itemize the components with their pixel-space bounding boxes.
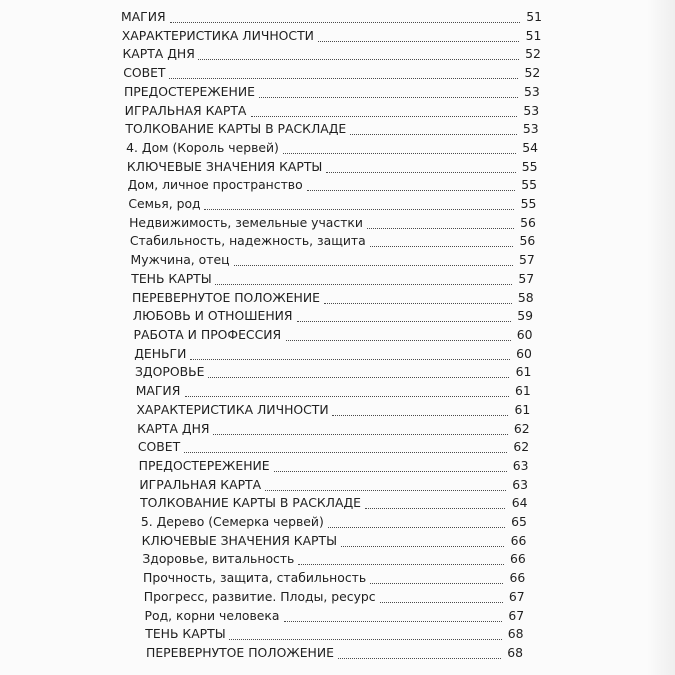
toc-entry-page-number: 58 xyxy=(517,289,534,305)
toc-entry-title: ХАРАКТЕРИСТИКА ЛИЧНОСТИ xyxy=(136,401,329,417)
toc-entry-title: ХАРАКТЕРИСТИКА ЛИЧНОСТИ xyxy=(121,27,314,43)
toc-entry-page-number: 53 xyxy=(523,83,540,99)
toc-entry-page-number: 55 xyxy=(521,158,538,174)
toc-entry-title: ПРЕДОСТЕРЕЖЕНИЕ xyxy=(123,83,255,99)
toc-entry-page-number: 60 xyxy=(516,345,532,361)
toc-entry xyxy=(0,325,675,345)
toc-entry-title: Стабильность, надежность, защита xyxy=(129,233,366,249)
toc-entry-title: СОВЕТ xyxy=(123,65,166,81)
toc-entry xyxy=(0,306,675,326)
toc-entry-page-number: 55 xyxy=(520,196,537,212)
toc-entry-page-number: 57 xyxy=(518,270,535,286)
toc-dot-leader xyxy=(283,153,516,154)
toc-entry-page-number: 61 xyxy=(515,364,532,380)
toc-dot-leader xyxy=(265,490,506,491)
toc-entry-page-number: 56 xyxy=(519,233,536,249)
toc-dot-leader xyxy=(234,265,513,266)
toc-dot-leader xyxy=(215,284,512,285)
toc-dot-leader xyxy=(190,359,510,360)
toc-entry xyxy=(0,26,675,46)
toc-entry-title: Семья, род xyxy=(128,196,201,212)
toc-entry-page-number: 67 xyxy=(508,588,525,604)
toc-entry xyxy=(0,101,675,121)
toc-dot-leader xyxy=(370,583,503,584)
toc-entry-page-number: 59 xyxy=(517,308,534,324)
toc-dot-leader xyxy=(184,452,507,453)
toc-entry-title: ИГРАЛЬНАЯ КАРТА xyxy=(139,476,262,492)
toc-entry-title: РАБОТА И ПРОФЕССИЯ xyxy=(133,327,282,342)
toc-entry-title: ПРЕДОСТЕРЕЖЕНИЕ xyxy=(138,457,270,473)
toc-entry xyxy=(0,587,675,607)
toc-dot-leader xyxy=(170,22,520,23)
toc-entry-title: ДЕНЬГИ xyxy=(134,345,187,361)
toc-entry xyxy=(0,624,675,644)
toc-entry-title: МАГИЯ xyxy=(121,9,166,24)
toc-entry-page-number: 66 xyxy=(510,551,526,567)
toc-entry-title: Мужчина, отец xyxy=(130,252,230,268)
toc-entry xyxy=(0,288,675,308)
toc-entry-page-number: 62 xyxy=(513,420,530,436)
toc-dot-leader xyxy=(204,209,514,210)
toc-entry-page-number: 63 xyxy=(512,457,529,473)
toc-entry xyxy=(0,7,675,27)
toc-dot-leader xyxy=(367,228,514,229)
toc-entry xyxy=(0,138,675,158)
toc-entry-page-number: 62 xyxy=(513,439,530,455)
toc-entry-page-number: 52 xyxy=(525,46,541,62)
toc-entry-title: КЛЮЧЕВЫЕ ЗНАЧЕНИЯ КАРТЫ xyxy=(126,158,323,174)
toc-entry-title: ЗДОРОВЬЕ xyxy=(134,364,205,380)
toc-entry-title: Прогресс, развитие. Плоды, ресурс xyxy=(143,588,376,604)
toc-entry-page-number: 61 xyxy=(515,383,531,399)
toc-entry-page-number: 52 xyxy=(524,65,541,81)
toc-dot-leader xyxy=(326,172,516,173)
toc-entry-title: ТЕНЬ КАРТЫ xyxy=(131,270,212,286)
toc-dot-leader xyxy=(286,340,511,341)
toc-dot-leader xyxy=(380,602,503,603)
toc-entry xyxy=(0,269,675,289)
toc-dot-leader xyxy=(370,246,513,247)
toc-dot-leader xyxy=(324,303,512,304)
toc-entry-title: 4. Дом (Король червей) xyxy=(126,139,279,155)
toc-entry-title: ПЕРЕВЕРНУТОЕ ПОЛОЖЕНИЕ xyxy=(132,289,320,305)
toc-entry-page-number: 55 xyxy=(521,177,537,193)
toc-entry-title: Дом, личное пространство xyxy=(127,177,303,193)
toc-entry-title: СОВЕТ xyxy=(137,439,181,455)
toc-entry xyxy=(0,157,675,177)
toc-dot-leader xyxy=(341,546,505,547)
toc-entry xyxy=(0,419,675,439)
toc-entry xyxy=(0,213,675,233)
toc-dot-leader xyxy=(208,377,509,378)
toc-entry xyxy=(0,194,675,214)
toc-entry xyxy=(0,549,675,569)
toc-entry-page-number: 66 xyxy=(509,570,526,586)
toc-entry-title: КАРТА ДНЯ xyxy=(137,420,210,436)
toc-dot-leader xyxy=(350,134,516,135)
toc-entry xyxy=(0,643,675,663)
toc-entry-title: КЛЮЧЕВЫЕ ЗНАЧЕНИЯ КАРТЫ xyxy=(141,532,338,548)
toc-entry xyxy=(0,437,675,457)
toc-dot-leader xyxy=(259,97,518,98)
toc-entry-page-number: 68 xyxy=(507,645,523,660)
toc-entry xyxy=(0,381,675,401)
toc-entry-page-number: 64 xyxy=(511,495,528,511)
toc-dot-leader xyxy=(229,639,501,640)
toc-entry xyxy=(0,362,675,382)
toc-entry-title: Здоровье, витальность xyxy=(142,551,295,567)
toc-entry-title: ТЕНЬ КАРТЫ xyxy=(145,626,226,642)
toc-dot-leader xyxy=(307,190,515,191)
toc-entry-title: ТОЛКОВАНИЕ КАРТЫ В РАСКЛАДЕ xyxy=(125,121,347,137)
toc-entry-page-number: 61 xyxy=(514,401,531,417)
toc-entry xyxy=(0,568,675,588)
toc-entry xyxy=(0,175,675,195)
toc-dot-leader xyxy=(284,621,503,622)
toc-entry-page-number: 53 xyxy=(523,102,540,118)
toc-entry-page-number: 51 xyxy=(525,27,542,43)
toc-entry-page-number: 67 xyxy=(508,607,525,623)
toc-entry-title: ЛЮБОВЬ И ОТНОШЕНИЯ xyxy=(132,308,293,324)
toc-dot-leader xyxy=(251,116,518,117)
toc-entry xyxy=(0,606,675,626)
toc-entry xyxy=(0,475,675,495)
toc-entry-title: МАГИЯ xyxy=(135,383,181,399)
toc-entry xyxy=(0,119,675,139)
toc-entry xyxy=(0,63,675,83)
toc-entry-page-number: 60 xyxy=(516,327,533,342)
toc-entry-page-number: 65 xyxy=(511,514,527,530)
toc-entry-title: ИГРАЛЬНАЯ КАРТА xyxy=(124,102,247,118)
toc-entry-page-number: 56 xyxy=(520,214,536,230)
toc-entry xyxy=(0,82,675,102)
toc-dot-leader xyxy=(365,508,505,509)
toc-entry xyxy=(0,400,675,420)
toc-dot-leader xyxy=(274,471,507,472)
toc-entry-title: ТОЛКОВАНИЕ КАРТЫ В РАСКЛАДЕ xyxy=(140,495,361,511)
toc-entry-page-number: 66 xyxy=(510,532,527,548)
toc-entry-page-number: 68 xyxy=(507,626,524,642)
toc-dot-leader xyxy=(169,78,518,79)
toc-dot-leader xyxy=(298,564,503,565)
toc-entry-title: Прочность, защита, стабильность xyxy=(143,570,367,586)
toc-dot-leader xyxy=(318,41,520,42)
toc-dot-leader xyxy=(338,658,501,659)
toc-entry-page-number: 54 xyxy=(522,139,539,155)
toc-entry xyxy=(0,512,675,532)
toc-entry xyxy=(0,456,675,476)
toc-entry xyxy=(0,344,675,364)
toc-dot-leader xyxy=(213,434,508,435)
toc-dot-leader xyxy=(198,59,518,60)
toc-entry xyxy=(0,231,675,251)
toc-entry-title: Род, корни человека xyxy=(144,607,280,623)
toc-entry xyxy=(0,493,675,513)
toc-entry-title: Недвижимость, земельные участки xyxy=(129,214,363,230)
toc-dot-leader xyxy=(328,527,505,528)
toc-entry-title: ПЕРЕВЕРНУТОЕ ПОЛОЖЕНИЕ xyxy=(146,645,334,660)
toc-dot-leader xyxy=(185,396,509,397)
toc-entry-page-number: 53 xyxy=(522,121,539,137)
toc-dot-leader xyxy=(297,321,511,322)
toc-entry xyxy=(0,250,675,270)
toc-dot-leader xyxy=(332,415,508,416)
toc-entry-page-number: 51 xyxy=(526,9,542,24)
toc-entry-page-number: 57 xyxy=(518,252,535,268)
toc-entry-page-number: 63 xyxy=(512,476,529,492)
toc-entry xyxy=(0,531,675,551)
toc-entry-title: КАРТА ДНЯ xyxy=(122,46,195,62)
toc-entry xyxy=(0,44,675,64)
toc-entry-title: 5. Дерево (Семерка червей) xyxy=(140,514,324,530)
